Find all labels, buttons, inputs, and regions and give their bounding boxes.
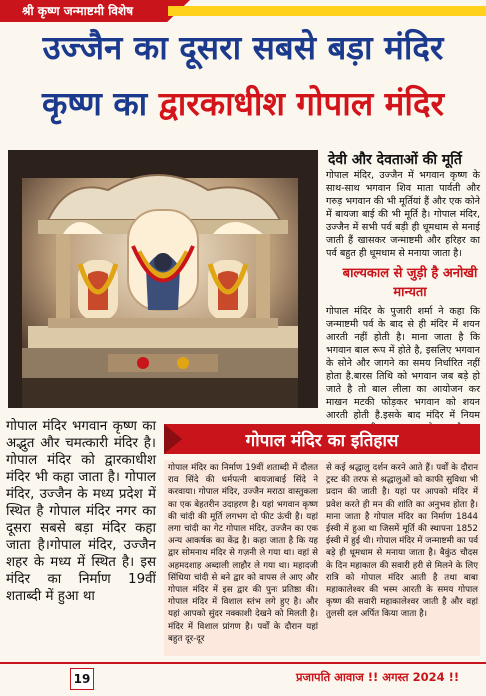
history-text-column-1: गोपाल मंदिर का निर्माण 19वीं शताब्दी में दौलत राव सिंदे की धर्मपत्नी बायजाबाई सिंदे ने करवाया। गोपाल मंदिर, उज्जैन मराठा वास्तुकला का एक बेहतरीन उदाहरण है। यहां भगवान कृष्ण की चांदी की मूर्ति लगभग दो फीट ऊंची है। यहां लगा चांदी का गेट गोपाल मंदिर, उज्जैन का एक अन्य आकर्षक का केंद्र है। कहा जाता है कि यह द्वार सोमनाथ मंदिर से गज़नी ले गया था। वहां से अहमदशाह अब्दाली लाहौर ले गया था। महादजी सिंधिया चांदी से बने द्वार को वापस ले आए और गोपाल मंदिर में इस द्वार की पुनः प्रतिष्ठा की। गोपाल मंदिर में विशाल स्तंभ लगे हुए है। और यहां आपको सुंदर नक्काशी देखने को मिलती है। मंदिर में विशाल प्रांगण है। पर्वों के दौरान यहां बहुत दूर-दूर <box>168 463 318 644</box>
headline-line-2-start: कृष्ण का <box>42 84 159 123</box>
childhood-belief-heading: बाल्यकाल से जुड़ी है अनोखी मान्यता <box>342 266 478 300</box>
headline-line-2 <box>0 82 486 126</box>
page-number: 19 <box>70 668 94 690</box>
headline-highlight: द्वारकाधीश गोपाल मंदिर <box>158 84 444 123</box>
childhood-belief-text: गोपाल मंदिर के पुजारी शर्मा ने कहा कि जन्माष्टमी पर्व के बाद से ही मंदिर में शयन आरती नहीं होती है। माना जाता है कि भगवान बाल रूप में होते है, इसलिए भगवान के सोने और जागने का समय निर्धारित नहीं होता है.बारस तिथि को भगवान जब बड़े हो जाते है तो बाल लीला का आयोजन कर माखन मटकी फोड़कर भगवान को शयन आरती होती है.इसके बाद मंदिर में नियम <box>326 306 480 421</box>
temple-photo <box>8 150 318 408</box>
deities-text: गोपाल मंदिर, उज्जैन में भगवान कृष्ण के साथ-साथ भगवान शिव माता पार्वती और गरुड़ भगवान की भी मूर्तियां हैं और एक कोने में बायजा बाई की भी मूर्ति है। गोपाल मंदिर, उज्जैन में सभी पर्व बड़ी ही धूमधाम से मनाई जाती हैं खासकर जन्माष्टमी और हरिहर का पर्व बहुत ही धूमधाम से मनाया जाता है। <box>326 170 480 259</box>
section-label-yellow-bar <box>168 6 486 16</box>
history-text-column-2: से कई श्रद्धालु दर्शन करने आते हैं। पर्वों के दौरान ट्रस्ट की तरफ से श्रद्धालुओं को काफी सुविधा भी प्रदान की जाती है। यहां पर आपको मंदिर में प्रवेश करते ही मन की शांति का अनुभव होता है। माना जाता है गोपाल मंदिर का निर्माण 1844 ईस्वी में हुआ था जिसमें मूर्ति की स्थापना 1852 ईस्वी में हुई थी। गोपाल मंदिर में जन्माष्टमी का पर्व बड़े ही धूमधाम से मनाया जाता है। बैकुंठ चौदस के दिन महाकाल की सवारी हरी से मिलने के लिए रात्रि को गोपाल मंदिर आती है तथा बाबा महाकालेश्वर की भस्म आरती के समय गोपाल कृष्ण की सवारी महाकालेश्वर जाती है और वहां तुलसी दल अर्पित किया जाता है। <box>326 463 478 620</box>
footer-divider <box>0 662 486 664</box>
section-label: श्री कृष्ण जन्माष्टमी विशेष <box>22 4 134 18</box>
history-title: गोपाल मंदिर का इतिहास <box>245 431 399 451</box>
intro-text: गोपाल मंदिर भगवान कृष्ण का अद्भुत और चमत्कारी मंदिर है। गोपाल मंदिर को द्वारकाधीश मंदिर भी कहा जाता है। गोपाल मंदिर, उज्जैन के मध्य प्रदेश में स्थित है गोपाल मंदिर नगर का दूसरा सबसे बड़ा मंदिर कहा जाता है।गोपाल मंदिर, उज्जैन शहर के मध्य में स्थित है। इस मंदिर का निर्माण 19वीं शताब्दी में हुआ था <box>6 419 156 604</box>
section-label-band <box>0 0 486 22</box>
deities-heading: देवी और देवताओं की मूर्ति <box>328 152 462 168</box>
temple-photo-illustration <box>8 150 318 408</box>
publication-footer: प्रजापति आवाज !! अगस्त 2024 !! <box>296 670 460 684</box>
headline-line-1: उज्जैन का दूसरा सबसे बड़ा मंदिर <box>42 28 444 67</box>
